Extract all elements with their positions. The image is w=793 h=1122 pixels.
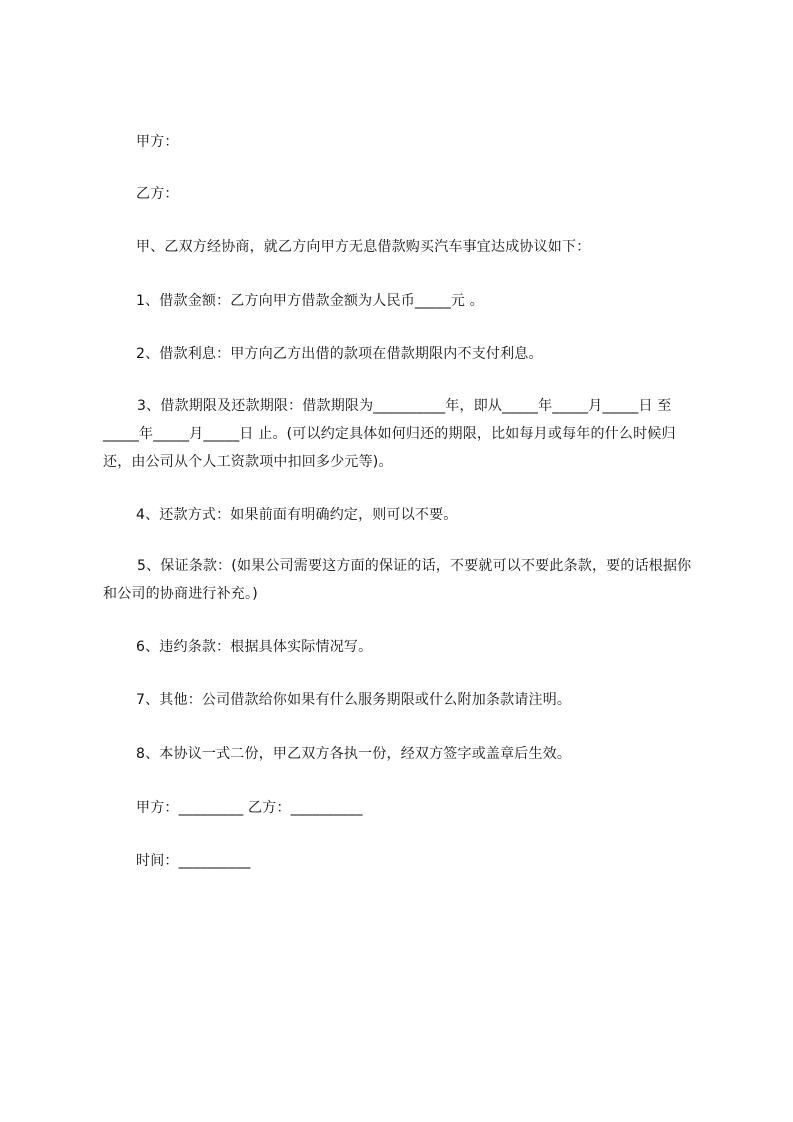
party-a-label: 甲方： [136,134,179,150]
clause-6: 6、违约条款：根据具体实际情况写。 [136,639,373,655]
clause-4: 4、还款方式：如果前面有明确约定，则可以不要。 [136,507,458,523]
signature-line: 甲方：_________ 乙方：__________ [136,800,363,816]
clause-8: 8、本协议一式二份，甲乙双方各执一份，经双方签字或盖章后生效。 [136,746,572,762]
clause-3: 3、借款期限及还款期限：借款期限为__________年，即从_____年_____月_____日 至_____年_____月_____日 止。(可以约定具体如何归还的期限，比如每月或每年的什么时候归还，由公司从个人工资款项中扣回多少元等)。 [103,398,676,470]
time-line: 时间：__________ [136,853,251,869]
clause-2: 2、借款利息：甲方向乙方出借的款项在借款期限内不支付利息。 [136,346,543,362]
party-b-label: 乙方： [136,186,179,202]
clause-1: 1、借款金额：乙方向甲方借款金额为人民币_____元 。 [136,293,484,309]
clause-7: 7、其他：公司借款给你如果有什么服务期限或什么附加条款请注明。 [136,692,572,708]
clause-5: 5、保证条款：(如果公司需要这方面的保证的话，不要就可以不要此条款，要的话根据你和公司的协商进行补充。) [103,558,692,602]
agreement-intro: 甲、乙双方经协商，就乙方向甲方无息借款购买汽车事宜达成协议如下： [136,239,591,255]
